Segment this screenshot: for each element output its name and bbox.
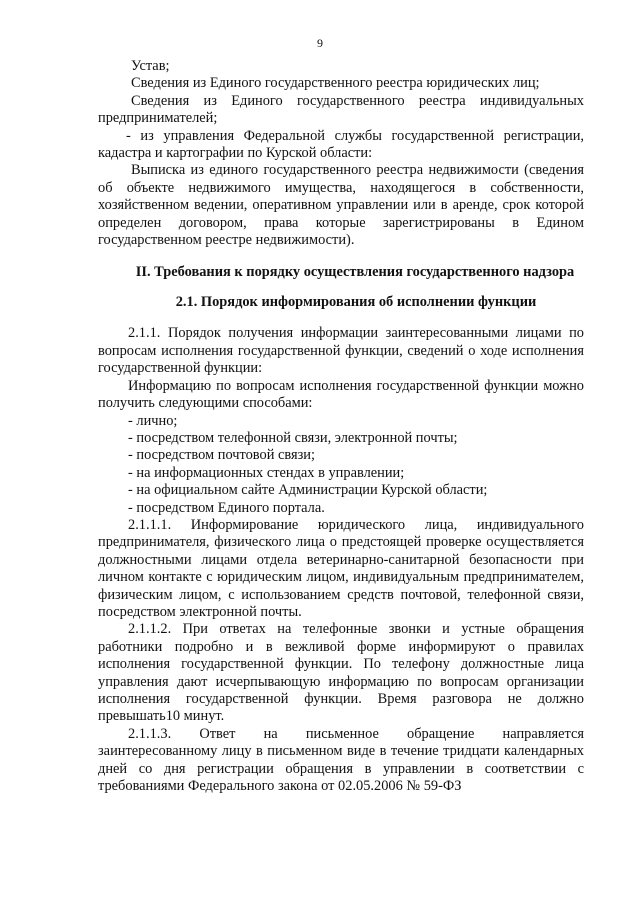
paragraph-charter: Устав; (131, 58, 170, 74)
list-item: - посредством почтовой связи; (128, 447, 315, 464)
paragraph-2-1-1-3: 2.1.1.3. Ответ на письменное обращение направляется заинтересованному лицу в письменном виде в течение тридцати календарных дней со дня регистрации обращения в управлении в соответствии с требованиями Федерального закона от 02.05.2006 № 59-ФЗ (98, 725, 584, 795)
paragraph-egrip: Сведения из Единого государственного реестра индивидуальных предпринимателей; (98, 92, 584, 127)
paragraph-egrul: Сведения из Единого государственного реестра юридических лиц; (131, 75, 540, 92)
page-number: 9 (317, 36, 323, 50)
ways-list (98, 413, 584, 517)
paragraph-extract-egrn: Выписка из единого государственного реестра недвижимости (сведения об объекте недвижимого имущества, находящегося в собственности, хозяйственном ведении, оперативном управлении или в аренде, срок которой определен договором, права которые зарегистрированы в Едином государственном реестре недвижимости). (98, 162, 584, 249)
paragraph-2-1-1-2: 2.1.1.2. При ответах на телефонные звонки и устные обращения работники подробно и в вежливой форме информируют о правилах исполнения государственной функции. По телефону должностные лица управления дают исчерпывающую информацию по вопросам организации исполнения государственной функции. Время разговора не должно превышать10 минут. (98, 621, 584, 725)
section-heading: II. Требования к порядку осуществления государственного надзора (135, 264, 575, 281)
paragraph-2-1-1-1: 2.1.1.1. Информирование юридического лица, индивидуального предпринимателя, физического лица о предстоящей проверке осуществляется должностными лицами отдела ветеринарно-санитарной безопасности при личном контакте с юридическим лицом, индивидуальным предпринимателем, физическим лицом, с использованием средств почтовой, телефонной связи, посредством электронной почты. (98, 516, 584, 620)
subsection-heading: 2.1. Порядок информирования об исполнении функции (175, 294, 537, 311)
list-item: - посредством Единого портала. (128, 499, 325, 516)
list-item: - посредством телефонной связи, электронной почты; (128, 429, 458, 446)
list-item: - на официальном сайте Администрации Курской области; (128, 482, 488, 499)
paragraph-2-1-1: 2.1.1. Порядок получения информации заинтересованными лицами по вопросам исполнения государственной функции, сведений о ходе исполнения государственной функции: (98, 325, 584, 377)
document-body (98, 58, 584, 795)
paragraph-rosreestr: - из управления Федеральной службы государственной регистрации, кадастра и картографии по Курской области: (98, 127, 584, 162)
list-item: - лично; (128, 412, 178, 429)
list-item: - на информационных стендах в управлении; (128, 464, 405, 481)
paragraph-info-ways: Информацию по вопросам исполнения государственной функции можно получить следующими способами: (98, 377, 584, 412)
